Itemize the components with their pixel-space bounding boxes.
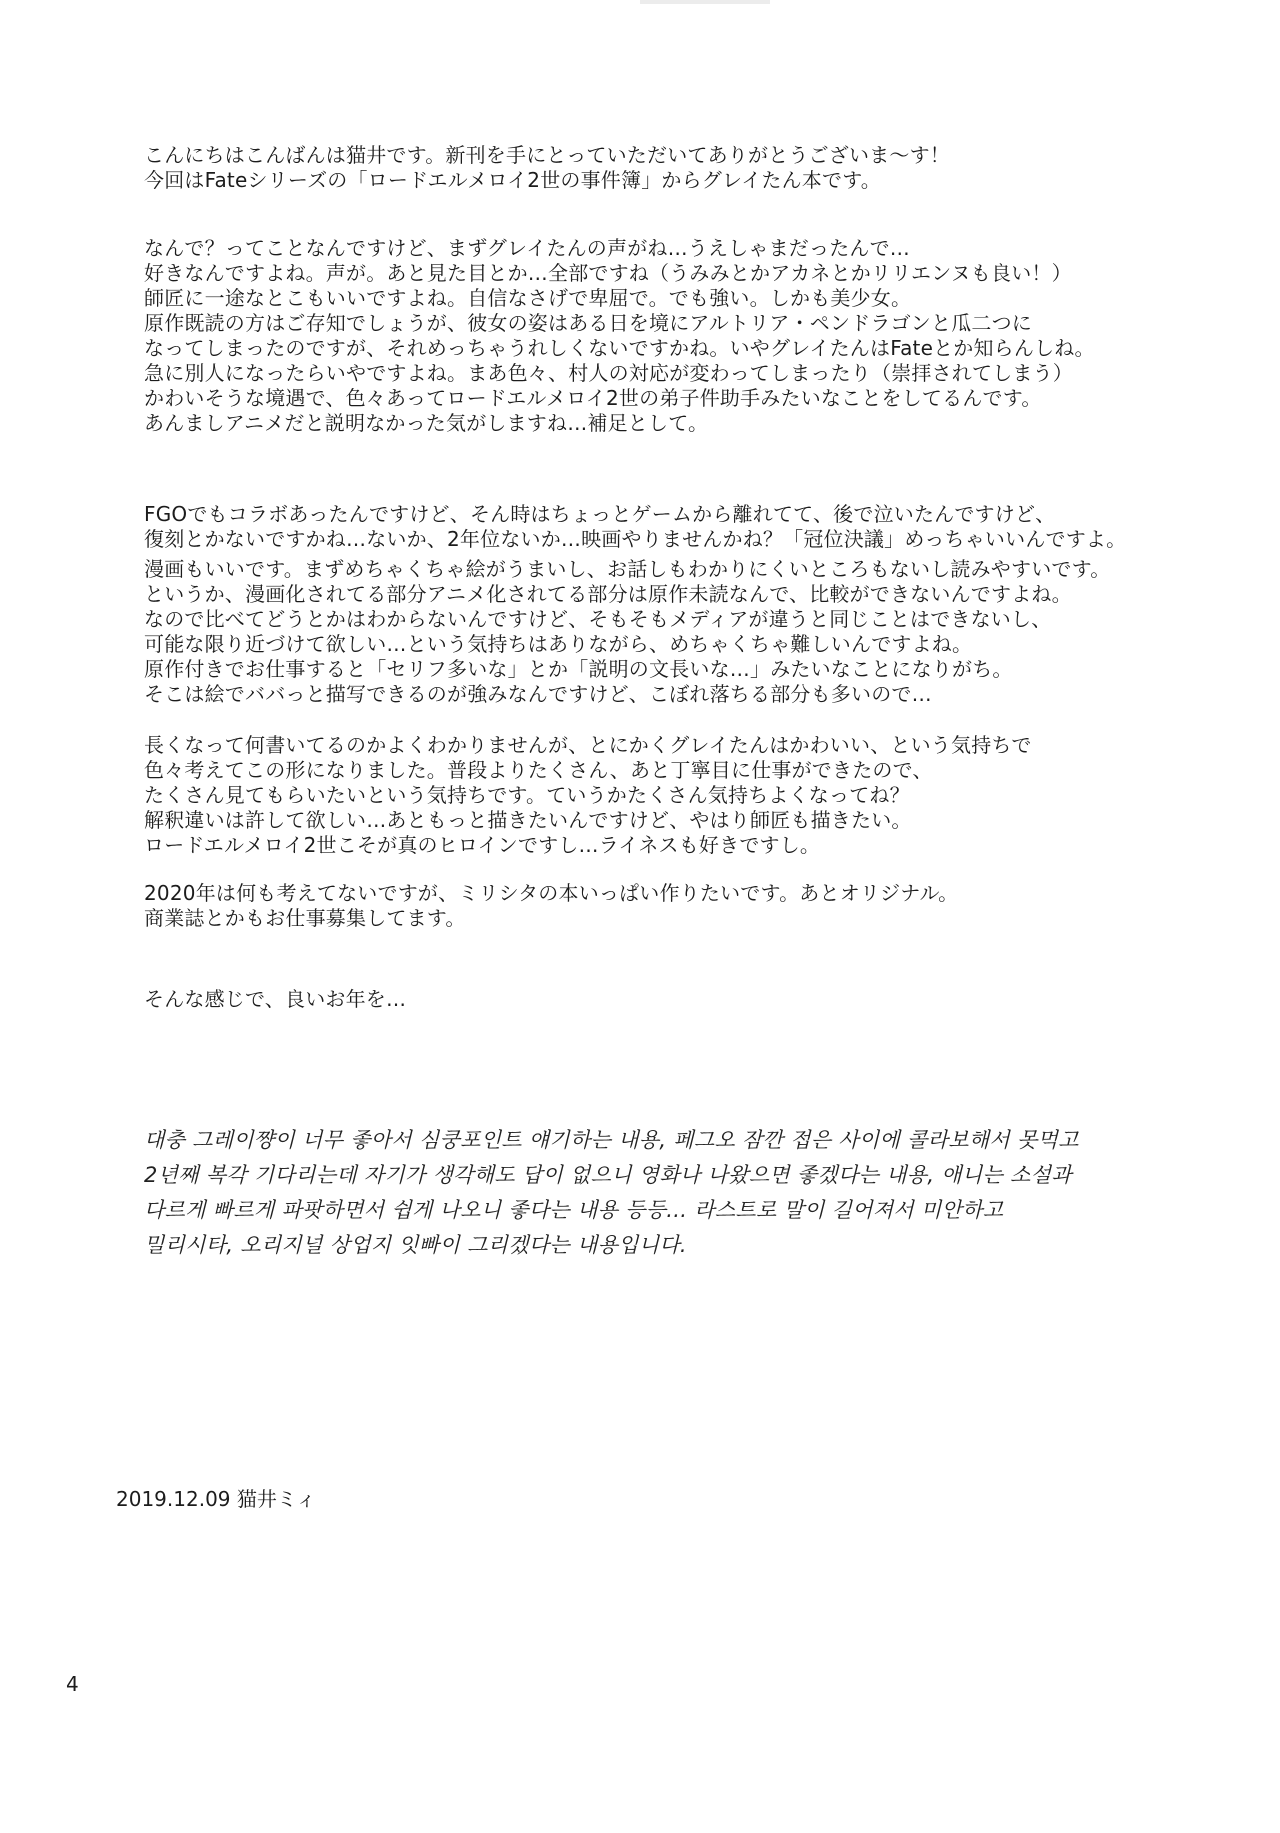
text-line: かわいそうな境遇で、色々あってロードエルメロイ2世の弟子件助手みたいなことをしてるんです。 bbox=[144, 386, 1042, 410]
text-line: そこは絵でババっと描写できるのが強みなんですけど、こぼれ落ちる部分も多いので… bbox=[144, 682, 932, 706]
text-line: 師匠に一途なとこもいいですよね。自信なさげで卑屈で。でも強い。しかも美少女。 bbox=[144, 286, 912, 310]
text-line: 다르게 빠르게 파팟하면서 쉽게 나오니 좋다는 내용 등등... 라스트로 말이 길어져서 미안하고 bbox=[144, 1198, 1004, 1222]
text-line: 밀리시타, 오리지널 상업지 잇빠이 그리겠다는 내용입니다. bbox=[144, 1233, 687, 1257]
text-line: 商業誌とかもお仕事募集してます。 bbox=[144, 906, 466, 930]
text-line: 色々考えてこの形になりました。普段よりたくさん、あと丁寧目に仕事ができたので、 bbox=[144, 758, 933, 782]
scan-edge-mark bbox=[640, 0, 770, 4]
text-line: FGOでもコラボあったんですけど、そん時はちょっとゲームから離れてて、後で泣いたんですけど、 bbox=[144, 502, 1056, 526]
text-line: 長くなって何書いてるのかよくわかりませんが、とにかくグレイたんはかわいい、という気持ちで bbox=[144, 733, 1032, 757]
paragraph-conclusion bbox=[144, 733, 1154, 858]
paragraph-closing bbox=[144, 987, 1154, 1012]
text-line: ロードエルメロイ2世こそが真のヒロインですし…ライネスも好きですし。 bbox=[144, 833, 821, 857]
text-line: そんな感じで、良いお年を… bbox=[144, 987, 407, 1011]
text-line: というか、漫画化されてる部分アニメ化されてる部分は原作未読なんで、比較ができないんですよね。 bbox=[144, 582, 1072, 606]
page-number: 4 bbox=[66, 1672, 79, 1696]
text-line: 好きなんですよね。声が。あと見た目とか…全部ですね（うみみとかアカネとかリリエンヌも良い！） bbox=[144, 261, 1072, 285]
text-line: 2년째 복각 기다리는데 자기가 생각해도 답이 없으니 영화나 나왔으면 좋겠다는 내용, 애니는 소설과 bbox=[144, 1163, 1072, 1187]
text-line: こんにちはこんばんは猫井です。新刊を手にとっていただいてありがとうございま〜す！ bbox=[144, 143, 950, 167]
text-line: 原作既読の方はご存知でしょうが、彼女の姿はある日を境にアルトリア・ペンドラゴンと瓜二つに bbox=[144, 311, 1032, 335]
text-line: 原作付きでお仕事すると「セリフ多いな」とか「説明の文長いな…」みたいなことになりがち。 bbox=[144, 657, 1013, 681]
text-line: なってしまったのですが、それめっちゃうれしくないですかね。いやグレイたんはFateとか知らんしね。 bbox=[144, 336, 1095, 360]
paragraph-manga bbox=[144, 557, 1154, 707]
text-line: 2020年は何も考えてないですが、ミリシタの本いっぱい作りたいです。あとオリジナル。 bbox=[144, 881, 959, 905]
text-line: なので比べてどうとかはわからないんですけど、そもそもメディアが違うと同じことはできないし、 bbox=[144, 607, 1052, 631]
text-line: 可能な限り近づけて欲しい…という気持ちはありながら、めちゃくちゃ難しいんですよね。 bbox=[144, 632, 973, 656]
text-line: 대충 그레이쨩이 너무 좋아서 심쿵포인트 얘기하는 내용, 페그오 잠깐 접은 사이에 콜라보해서 못먹고 bbox=[144, 1128, 1079, 1152]
text-line: 復刻とかないですかね…ないか、2年位ないか…映画やりませんかね？「冠位決議」めっちゃいいんですよ。 bbox=[144, 527, 1127, 551]
date-signature: 2019.12.09 猫井ミィ bbox=[116, 1487, 317, 1511]
text-line: たくさん見てもらいたいという気持ちです。ていうかたくさん気持ちよくなってね？ bbox=[144, 783, 910, 807]
paragraph-2020-plans bbox=[144, 881, 1154, 931]
text-line: 解釈違いは許して欲しい…あともっと描きたいんですけど、やはり師匠も描きたい。 bbox=[144, 808, 912, 832]
paragraph-fgo-collab bbox=[144, 502, 1154, 552]
paragraph-gray-voice bbox=[144, 236, 1154, 436]
text-line: なんで？ってことなんですけど、まずグレイたんの声がね…うえしゃまだったんで… bbox=[144, 236, 910, 260]
paragraph-greeting bbox=[144, 143, 1154, 193]
korean-translation-note bbox=[144, 1123, 1164, 1263]
text-line: 漫画もいいです。まずめちゃくちゃ絵がうまいし、お話しもわかりにくいところもないし読みやすいです。 bbox=[144, 557, 1111, 581]
text-line: 今回はFateシリーズの「ロードエルメロイ2世の事件簿」からグレイたん本です。 bbox=[144, 168, 881, 192]
text-line: 急に別人になったらいやですよね。まあ色々、村人の対応が変わってしまったり（崇拝されてしまう） bbox=[144, 361, 1073, 385]
text-line: あんましアニメだと説明なかった気がしますね…補足として。 bbox=[144, 411, 709, 435]
